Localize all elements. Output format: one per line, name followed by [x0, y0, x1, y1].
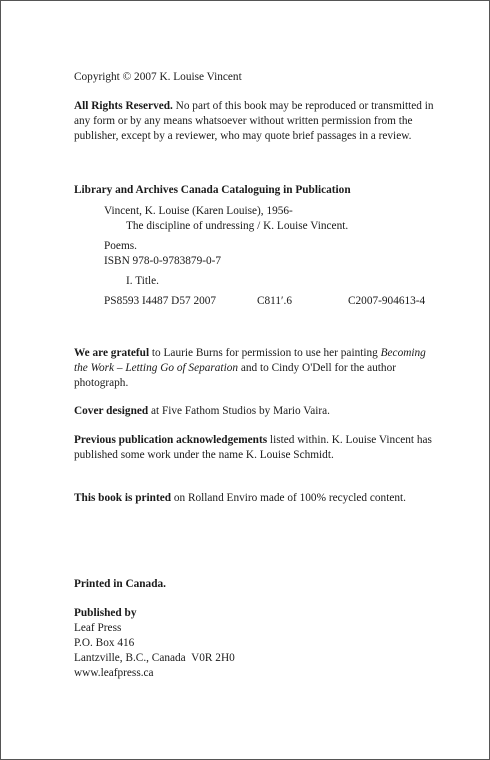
previous-publication: Previous publication acknowledgements listed within. K. Louise Vincent has published some work under the name K. Louise Schmidt. [74, 434, 432, 461]
cip-subject: I. Title. [126, 275, 159, 287]
paper-note: This book is printed on Rolland Enviro made of 100% recycled content. [74, 492, 406, 504]
publisher-name: Leaf Press [74, 622, 122, 634]
printed-on-lead: This book is printed [74, 492, 171, 504]
rights-lead: All Rights Reserved. [74, 100, 173, 112]
cip-dewey: C811′.6 [257, 295, 293, 307]
publisher-heading: Published by [74, 607, 137, 619]
rights-text: No part of this book may be reproduced or transmitted in any form or by any means whatsoever without written permission from the publisher, except by a reviewer, who may quote brief passages in a review. [74, 100, 434, 142]
acknowledgement-lead: We are grateful [74, 347, 150, 359]
cip-author: Vincent, K. Louise (Karen Louise), 1956- [104, 205, 293, 217]
cip-classification-row [74, 294, 434, 309]
publisher-address-2: Lantzville, B.C., Canada V0R 2H0 [74, 652, 235, 664]
publisher-block [74, 606, 434, 681]
cip-genre: Poems. [104, 240, 137, 252]
printed-in: Printed in Canada. [74, 578, 166, 590]
cip-block [74, 183, 434, 309]
copyright-line: Copyright © 2007 K. Louise Vincent [74, 71, 242, 83]
cover-lead: Cover designed [74, 405, 149, 417]
cip-isbn: ISBN 978-0-9783879-0-7 [104, 255, 222, 267]
cip-title: The discipline of undressing / K. Louise Vincent. [126, 220, 349, 232]
cip-heading: Library and Archives Canada Cataloguing in Publication [74, 184, 351, 196]
publisher-website: www.leafpress.ca [74, 667, 154, 679]
cip-lc-class: PS8593 I4487 D57 2007 [104, 295, 217, 307]
rights-statement [74, 99, 434, 144]
acknowledgement: We are grateful to Laurie Burns for permission to use her painting Becoming the Work – Letting Go of Separation and to Cindy O'Dell for the author photograph. [74, 347, 426, 389]
cip-number: C2007-904613-4 [348, 295, 426, 307]
publisher-address-1: P.O. Box 416 [74, 637, 135, 649]
previous-lead: Previous publication acknowledgements [74, 434, 268, 446]
cover-credit: Cover designed at Five Fathom Studios by Mario Vaira. [74, 405, 330, 417]
painting-title: Becoming the Work – Letting Go of Separation [74, 347, 426, 374]
